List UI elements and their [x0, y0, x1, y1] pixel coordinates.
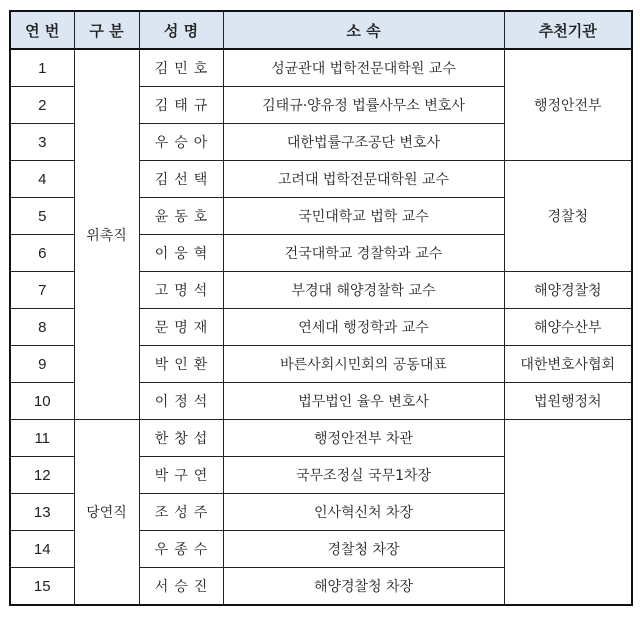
- member-name: 문명재: [139, 309, 223, 346]
- table-row: [10, 420, 632, 457]
- member-affiliation: 김태규·양유정 법률사무소 변호사: [223, 87, 504, 124]
- recommending-agency: 경찰청: [504, 161, 632, 272]
- row-number: 1: [10, 49, 74, 87]
- row-number: 12: [10, 457, 74, 494]
- member-name: 박인환: [139, 346, 223, 383]
- committee-members-table: [9, 10, 633, 606]
- row-number: 8: [10, 309, 74, 346]
- row-number: 9: [10, 346, 74, 383]
- member-affiliation: 국무조정실 국무1차장: [223, 457, 504, 494]
- recommending-agency: 해양수산부: [504, 309, 632, 346]
- row-number: 11: [10, 420, 74, 457]
- member-name: 우승아: [139, 124, 223, 161]
- row-number: 7: [10, 272, 74, 309]
- header-category: 구 분: [74, 11, 139, 49]
- member-name: 김민호: [139, 49, 223, 87]
- member-name: 김선택: [139, 161, 223, 198]
- recommending-agency: 법원행정처: [504, 383, 632, 420]
- member-affiliation: 인사혁신처 차장: [223, 494, 504, 531]
- table-row: [10, 49, 632, 87]
- recommending-agency: [504, 420, 632, 606]
- recommending-agency: 대한변호사협회: [504, 346, 632, 383]
- member-name: 한창섭: [139, 420, 223, 457]
- member-affiliation: 해양경찰청 차장: [223, 568, 504, 606]
- header-recommending-agency: 추천기관: [504, 11, 632, 49]
- header-affiliation: 소 속: [223, 11, 504, 49]
- row-number: 3: [10, 124, 74, 161]
- member-affiliation: 대한법률구조공단 변호사: [223, 124, 504, 161]
- member-affiliation: 건국대학교 경찰학과 교수: [223, 235, 504, 272]
- recommending-agency: 해양경찰청: [504, 272, 632, 309]
- member-name: 서승진: [139, 568, 223, 606]
- member-affiliation: 연세대 행정학과 교수: [223, 309, 504, 346]
- row-number: 13: [10, 494, 74, 531]
- category-cell: 위촉직: [74, 49, 139, 420]
- recommending-agency: 행정안전부: [504, 49, 632, 161]
- member-name: 고명석: [139, 272, 223, 309]
- row-number: 2: [10, 87, 74, 124]
- member-name: 박구연: [139, 457, 223, 494]
- row-number: 6: [10, 235, 74, 272]
- row-number: 4: [10, 161, 74, 198]
- header-no: 연 번: [10, 11, 74, 49]
- member-affiliation: 행정안전부 차관: [223, 420, 504, 457]
- member-name: 우종수: [139, 531, 223, 568]
- row-number: 14: [10, 531, 74, 568]
- category-cell: 당연직: [74, 420, 139, 606]
- member-name: 이웅혁: [139, 235, 223, 272]
- member-affiliation: 고려대 법학전문대학원 교수: [223, 161, 504, 198]
- header-name: 성 명: [139, 11, 223, 49]
- member-name: 이정석: [139, 383, 223, 420]
- header-row: [10, 11, 632, 49]
- member-affiliation: 국민대학교 법학 교수: [223, 198, 504, 235]
- row-number: 10: [10, 383, 74, 420]
- row-number: 15: [10, 568, 74, 606]
- member-affiliation: 법무법인 율우 변호사: [223, 383, 504, 420]
- member-affiliation: 바른사회시민회의 공동대표: [223, 346, 504, 383]
- member-name: 김태규: [139, 87, 223, 124]
- member-affiliation: 부경대 해양경찰학 교수: [223, 272, 504, 309]
- member-name: 윤동호: [139, 198, 223, 235]
- member-affiliation: 경찰청 차장: [223, 531, 504, 568]
- member-affiliation: 성균관대 법학전문대학원 교수: [223, 49, 504, 87]
- member-name: 조성주: [139, 494, 223, 531]
- row-number: 5: [10, 198, 74, 235]
